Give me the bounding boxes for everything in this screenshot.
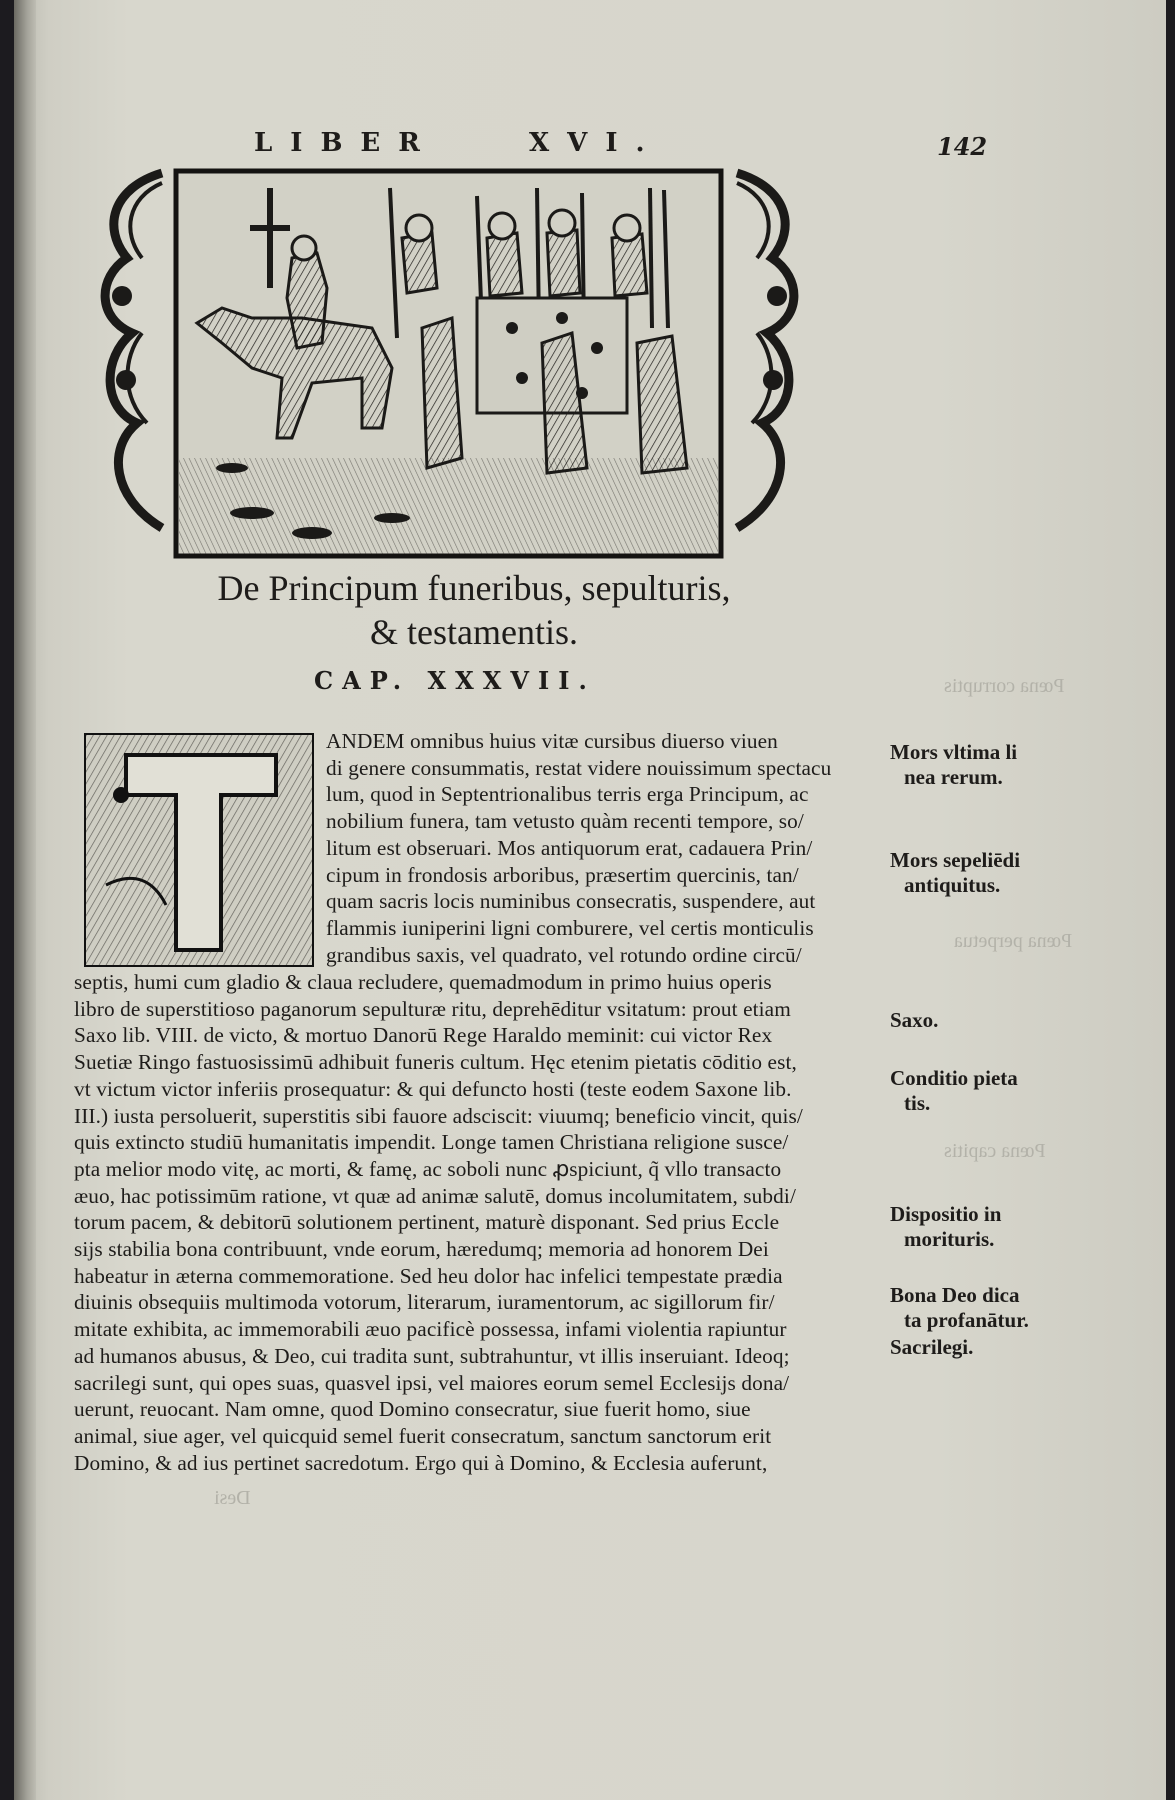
chapter-number: CAP. XXXVII. <box>314 666 596 695</box>
body-line: quis extincto studiū humanitatis impendit. Longe tamen Christiana religione susce/ <box>74 1130 789 1155</box>
margin-note-line: ta profanātur. <box>904 1308 1029 1332</box>
running-head-book-number: XVI. <box>529 128 663 158</box>
margin-note-line: Mors sepeliēdi <box>890 848 1021 872</box>
margin-note <box>890 1335 973 1360</box>
body-line: Suetiæ Ringo fastuosissimū adhibuit funeris cultum. Hęc etenim pietatis cōditio est, <box>74 1050 797 1075</box>
body-line: III.) iusta persoluerit, superstitis sibi fauore adsciscit: viuumq; beneficio vincit, quis/ <box>74 1103 803 1128</box>
body-line: sijs stabilia bona contribuunt, vnde eorum, hæredumq; memoria ad honorem Dei <box>74 1237 769 1262</box>
margin-note-line: Sacrilegi. <box>890 1335 974 1359</box>
body-line: Saxo lib. VIII. de victo, & mortuo Danorū Rege Haraldo meminit: cui victor Rex <box>74 1023 773 1048</box>
body-line: litum est obseruari. Mos antiquorum erat, cadauera Prin/ <box>326 835 813 860</box>
body-line: habeatur in æterna commemoratione. Sed heu dolor hac infelici tempestate prædia <box>74 1263 783 1288</box>
show-through-text: Desi <box>214 1487 251 1509</box>
body-line: libro de superstitioso paganorum sepulturæ ritu, deprehēditur vsitatum: prout etiam <box>74 996 791 1021</box>
body-line: flammis iuniperini ligni comburere, vel certis monticulis <box>326 915 814 940</box>
decorated-initial-T <box>84 733 314 967</box>
margin-note-line: morituris. <box>904 1227 995 1251</box>
page-gutter <box>14 0 36 1800</box>
margin-note <box>890 1202 1001 1252</box>
body-line: quam sacris locis numinibus consecratis, suspendere, aut <box>326 889 816 914</box>
body-line: diuinis obsequiis multimoda votorum, literarum, iuramentorum, ac sigillorum fir/ <box>74 1290 775 1315</box>
margin-note-line: Dispositio in <box>890 1202 1002 1226</box>
margin-note <box>890 1283 1029 1333</box>
show-through-text: Pœna corruptis <box>944 675 1065 697</box>
body-line: sacrilegi sunt, qui opes suas, quasvel ipsi, vel maiores eorum semel Ecclesijs dona/ <box>74 1370 790 1395</box>
chapter-heading <box>174 566 774 654</box>
body-text-full <box>74 969 803 1476</box>
folio-number: 142 <box>937 132 988 161</box>
body-text-narrow <box>326 728 831 968</box>
margin-note <box>890 848 1020 898</box>
book-page <box>14 0 1166 1800</box>
body-line: septis, humi cum gladio & claua recludere, quemadmodum in primo huius operis <box>74 970 772 994</box>
margin-note-line: Bona Deo dica <box>890 1283 1020 1307</box>
body-line: ad humanos abusus, & Deo, cui tradita sunt, subtrahuntur, vt illis inseruiant. Ideoq; <box>74 1343 790 1368</box>
margin-note <box>890 740 1017 790</box>
body-line: torum pacem, & debitorū solutionem pertinent, maturè disponant. Sed prius Eccle <box>74 1210 780 1235</box>
margin-note-line: antiquitus. <box>904 873 1001 897</box>
body-line: nobilium funera, tam vetusto quàm recenti tempore, so/ <box>326 809 804 834</box>
body-line: grandibus saxis, vel quadrato, vel rotundo ordine circū/ <box>326 942 802 967</box>
margin-note-line: Conditio pieta <box>890 1066 1018 1090</box>
running-head-liber: LIBER <box>254 128 438 158</box>
body-line: lum, quod in Septentrionalibus terris erga Principum, ac <box>326 782 809 807</box>
body-line: æuo, hac potissimūm ratione, vt quæ ad animæ salutē, domus incolumitatem, subdi/ <box>74 1183 796 1208</box>
funeral-procession-woodcut <box>92 168 807 563</box>
body-line: animal, siue ager, vel quicquid semel fuerit consecratum, sanctum sanctorum erit <box>74 1423 772 1448</box>
heading-line-2: & testamentis. <box>370 612 578 652</box>
body-line: uerunt, reuocant. Nam omne, quod Domino consecratur, siue fuerit homo, siue <box>74 1397 751 1422</box>
margin-note <box>890 1066 1018 1116</box>
show-through-text: Pœna perpetua <box>954 930 1073 952</box>
margin-note-line: Mors vltima li <box>890 740 1018 764</box>
body-line: Domino, & ad ius pertinet sacredotum. Ergo qui à Domino, & Ecclesia auferunt, <box>74 1450 768 1475</box>
body-line: ANDEM omnibus huius vitæ cursibus diuerso viuen <box>326 729 778 753</box>
body-line: pta melior modo vitę, ac morti, & famę, ac soboli nunc ꝓspiciunt, q̃ vllo transacto <box>74 1156 782 1181</box>
body-line: cipum in frondosis arboribus, præsertim quercinis, tan/ <box>326 862 799 887</box>
margin-note <box>890 1008 938 1033</box>
show-through-text: Pœna capitis <box>944 1140 1046 1162</box>
body-line: di genere consummatis, restat videre nouissimum spectacu <box>326 755 832 780</box>
margin-note-line: Saxo. <box>890 1008 939 1032</box>
body-line: mitate exhibita, ac immemorabili æuo pacificè possessa, infami violentia rapiuntur <box>74 1317 787 1342</box>
heading-line-1: De Principum funeribus, sepulturis, <box>217 568 731 608</box>
margin-note-line: tis. <box>904 1091 931 1115</box>
margin-note-line: nea rerum. <box>904 765 1003 789</box>
body-line: vt victum victor inferiis prosequatur: & qui defuncto hosti (teste eodem Saxone lib. <box>74 1076 792 1101</box>
